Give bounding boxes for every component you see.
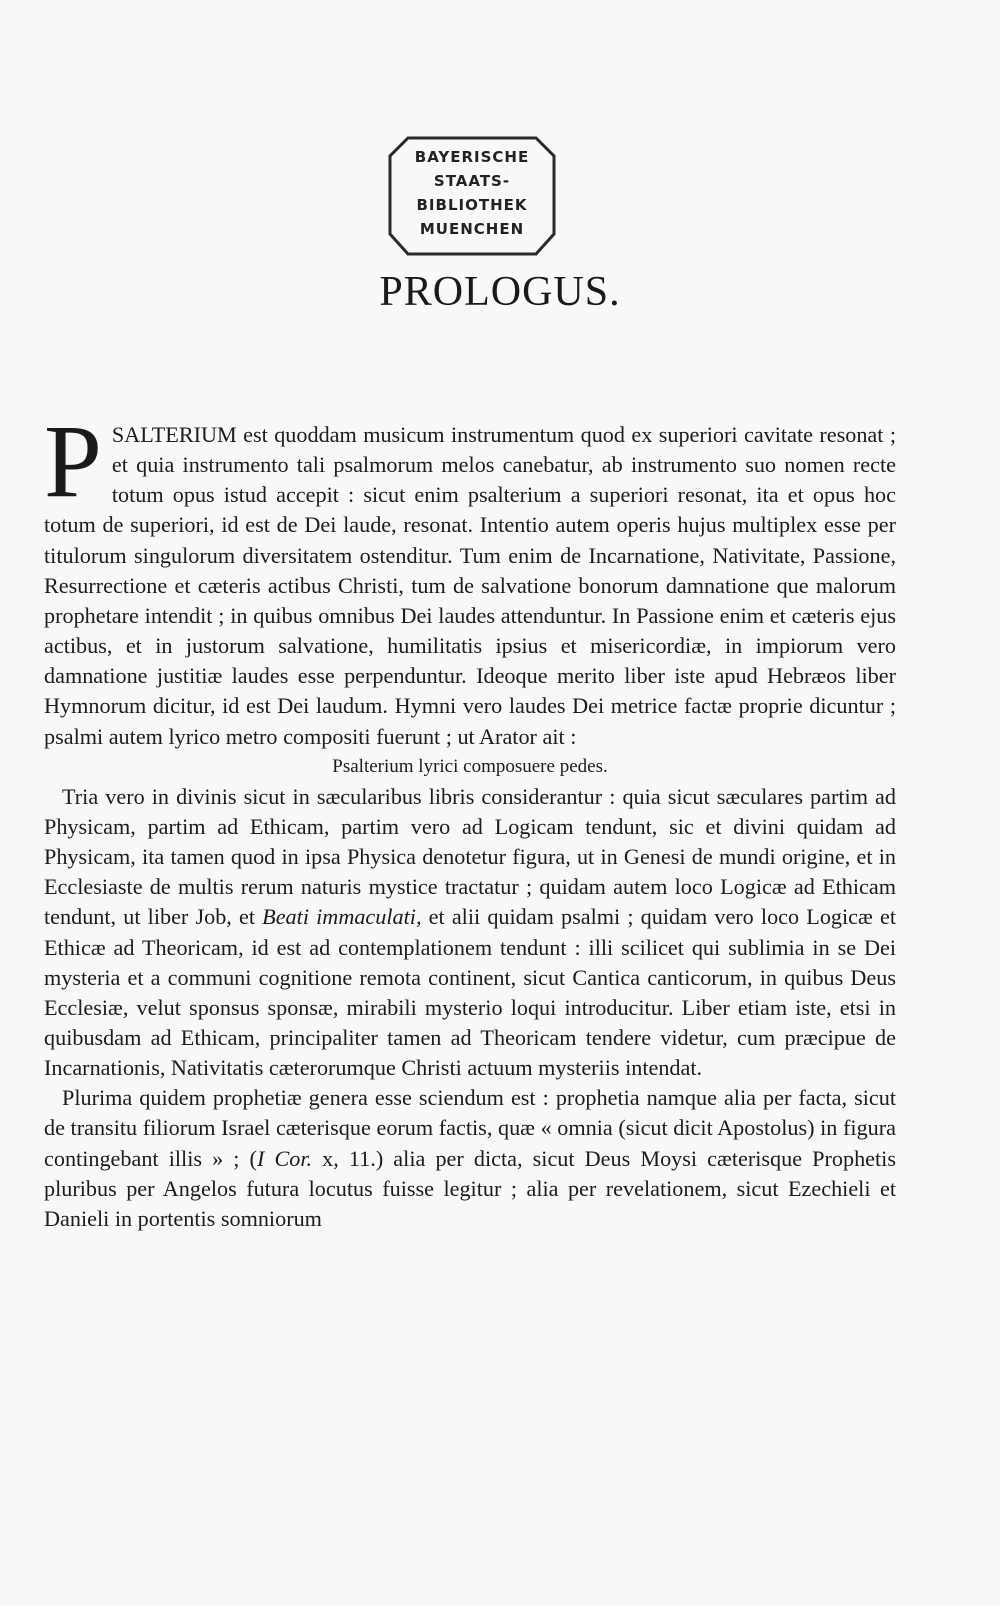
paragraph-2	[44, 782, 896, 1084]
paragraph-2-italic: Beati immaculati,	[262, 904, 422, 930]
library-stamp	[386, 134, 558, 258]
drop-cap: P	[44, 404, 102, 519]
stamp-line-1: BAYERISCHE	[414, 148, 530, 166]
paragraph-1	[44, 404, 896, 752]
paragraph-1-text: SALTERIUM est quoddam musicum instrumentum quod ex superiori cavitate resonat ; et quia instrumento tali psalmorum melos canebatur, ab instrumento suo nomen recte totum opus istud accepit : sicut enim psalterium a superiori resonat, ita et opus hoc totum de superiori, id est de Dei laude, resonat. Intentio autem operis hujus multiplex esse per titulorum singulorum diversitatem ostenditur. Tum enim de Incarnatione, Nativitate, Passione, Resurrectione et cæteris actibus Christi, tum de salvatione bonorum damnatione que malorum prophetare intendit ; in quibus omnibus Dei laudes attenduntur. In Passione enim et cæteris ejus actibus, et in justorum salvatione, humilitatis ipsius et misericordiæ, in impiorum vero damnatione justitiæ laudes esse perpenduntur. Ideoque merito liber iste apud Hebræos liber Hymnorum dicitur, id est Dei laudum. Hymni vero laudes Dei metrice factæ proprie dicuntur ; psalmi autem lyrico metro compositi fuerunt ; ut Arator ait :	[44, 422, 896, 749]
stamp-line-2: STAATS-	[433, 172, 511, 190]
stamp-line-3: BIBLIOTHEK	[416, 196, 528, 214]
paragraph-3-text-a: Plurima quidem prophetiæ genera esse sciendum est : prophetia namque alia per facta, sicut de transitu filiorum Israel cæterisque eorum factis, quæ « omnia (sicut dicit Apostolus) in figura contingebant illis » ; (	[44, 1085, 896, 1171]
paragraph-2-text-b: et alii quidam psalmi ; quidam vero loco Logicæ et Ethicæ ad Theoricam, id est ad contemplationem tendunt : illi scilicet qui sublimia in se Dei mysteria et a communi cognitione remota continent, sicut Cantica canticorum, in quibus Deus Ecclesiæ, velut sponsus sponsæ, mirabili mysterio loqui introducitur. Liber etiam iste, etsi in quibusdam ad Ethicam, principaliter tamen ad Theoricam tendere videtur, cum præcipue de Incarnationis, Nativitatis cæterorumque Christi actuum mysteriis intendat.	[44, 904, 896, 1081]
paragraph-2-text-a: Tria vero in divinis sicut in sæcularibus libris considerantur : quia sicut sæculares partim ad Physicam, partim ad Ethicam, partim vero ad Logicam tendunt, sic et divini quidam ad Physicam, ita tamen quod in ipsa Physica denotetur figura, ut in Genesi de mundi origine, et in Ecclesiaste de multis rerum naturis mystice tractatur ; quidam autem loco Logicæ ad Ethicam tendunt, ut liber Job, et	[44, 783, 896, 930]
paragraph-3-text-b: x, 11.) alia per dicta, sicut Deus Moysi cæterisque Prophetis pluribus per Angelos futura locutus fuisse legitur ; alia per revelationem, sicut Ezechieli et Danieli in portentis somniorum	[44, 1145, 896, 1231]
verse-quote: Psalterium lyrici composuere pedes.	[332, 755, 608, 777]
paragraph-3-italic: I Cor.	[256, 1145, 313, 1171]
page-title: PROLOGUS.	[379, 269, 621, 315]
body-text	[44, 404, 896, 1234]
stamp-line-4: MUENCHEN	[419, 220, 525, 238]
paragraph-3	[44, 1083, 896, 1234]
